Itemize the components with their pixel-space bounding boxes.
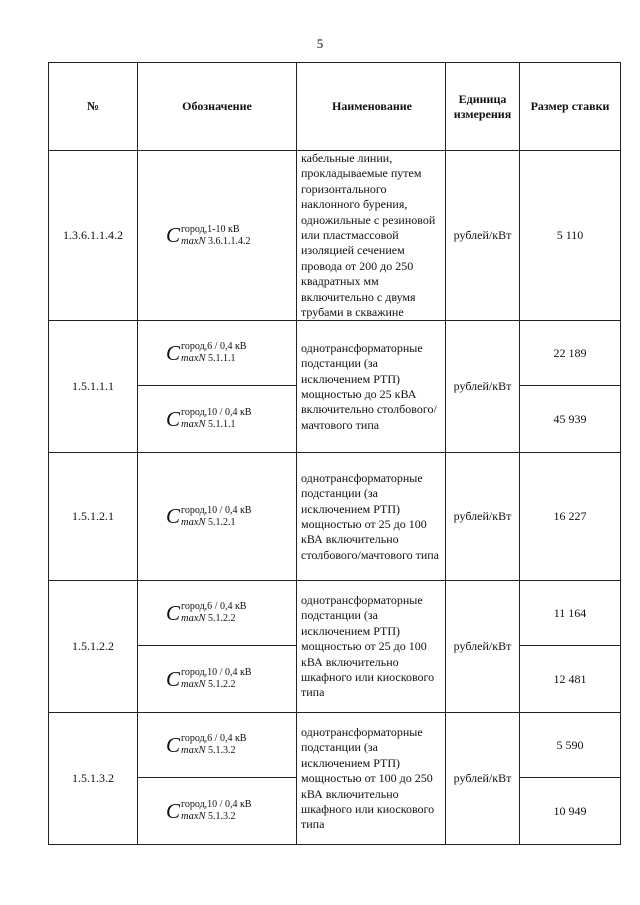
symbol-scripts [181, 224, 251, 248]
item-name: однотрансформаторные подстанции (за исключением РТП) мощностью от 25 до 100 кВА включительно столбового/мачтового типа [297, 453, 446, 581]
unit-of-measure: рублей/кВт [446, 713, 520, 845]
rate-symbol [166, 505, 251, 529]
symbol-scripts [181, 505, 251, 529]
rate-value: 22 189 [520, 321, 621, 386]
item-name: однотрансформаторные подстанции (за исключением РТП) мощностью до 25 кВА включительно столбового/мачтового типа [297, 321, 446, 453]
symbol-superscript: город,1-10 кВ [181, 223, 240, 235]
symbol-subscript [181, 811, 251, 823]
symbol-superscript: город,6 / 0,4 кВ [181, 341, 247, 353]
table-row [49, 321, 621, 386]
designation-cell [138, 646, 297, 713]
header-designation: Обозначение [138, 63, 297, 151]
symbol-subscript-code: 5.1.3.2 [208, 745, 236, 757]
designation-cell [138, 581, 297, 646]
rate-symbol [166, 341, 246, 365]
rate-value: 12 481 [520, 646, 621, 713]
rate-symbol [166, 224, 251, 248]
symbol-letter: C [166, 732, 181, 757]
symbol-subscript [181, 236, 251, 248]
symbol-subscript [181, 419, 251, 431]
designation-cell [138, 386, 297, 453]
row-number: 1.5.1.2.2 [49, 581, 138, 713]
symbol-superscript: город,10 / 0,4 кВ [181, 407, 252, 419]
rate-value: 16 227 [520, 453, 621, 581]
symbol-subscript [181, 745, 246, 757]
symbol-superscript: город,10 / 0,4 кВ [181, 504, 252, 516]
table-row [49, 151, 621, 321]
page-number: 5 [316, 36, 324, 51]
table-row [49, 453, 621, 581]
symbol-subscript-code: 5.1.2.2 [208, 613, 236, 625]
unit-of-measure: рублей/кВт [446, 321, 520, 453]
header-unit: Единица измерения [446, 63, 520, 151]
symbol-subscript-variable: maxN [181, 745, 206, 757]
table-row [49, 713, 621, 778]
rate-value: 5 590 [520, 713, 621, 778]
symbol-subscript-variable: maxN [181, 613, 206, 625]
symbol-subscript-variable: maxN [181, 419, 206, 431]
symbol-superscript: город,6 / 0,4 кВ [181, 601, 247, 613]
symbol-subscript [181, 517, 251, 529]
item-name: однотрансформаторные подстанции (за исключением РТП) мощностью от 100 до 250 кВА включительно шкафного или киоскового типа [297, 713, 446, 845]
table-row [49, 581, 621, 646]
rate-symbol [166, 601, 246, 625]
rate-value: 11 164 [520, 581, 621, 646]
symbol-superscript: город,10 / 0,4 кВ [181, 799, 252, 811]
designation-cell [138, 713, 297, 778]
symbol-letter: C [166, 223, 181, 248]
symbol-subscript-code: 5.1.3.2 [208, 811, 236, 823]
unit-of-measure: рублей/кВт [446, 151, 520, 321]
table-header-row [49, 63, 621, 151]
rate-symbol [166, 407, 251, 431]
symbol-scripts [181, 601, 246, 625]
designation-cell [138, 321, 297, 386]
symbol-subscript [181, 353, 246, 365]
symbol-letter: C [166, 600, 181, 625]
symbol-subscript-variable: maxN [181, 679, 206, 691]
item-name: кабельные линии, прокладываемые путем горизонтального наклонного бурения, одножильные с резиновой или пластмассовой изоляцией сечением провода от 200 до 250 квадратных мм включительно с двумя трубами в скважине [297, 151, 446, 321]
symbol-letter: C [166, 340, 181, 365]
symbol-subscript [181, 613, 246, 625]
rate-value: 45 939 [520, 386, 621, 453]
rate-symbol [166, 799, 251, 823]
symbol-scripts [181, 667, 251, 691]
row-number: 1.5.1.3.2 [49, 713, 138, 845]
symbol-letter: C [166, 504, 181, 529]
row-number: 1.5.1.2.1 [49, 453, 138, 581]
symbol-letter: C [166, 666, 181, 691]
symbol-scripts [181, 799, 251, 823]
symbol-scripts [181, 407, 251, 431]
header-number: № [49, 63, 138, 151]
designation-cell [138, 151, 297, 321]
symbol-subscript-code: 3.6.1.1.4.2 [208, 235, 251, 247]
header-name: Наименование [297, 63, 446, 151]
symbol-letter: C [166, 406, 181, 431]
symbol-subscript-variable: maxN [181, 235, 206, 247]
rate-value: 10 949 [520, 778, 621, 845]
unit-of-measure: рублей/кВт [446, 581, 520, 713]
row-number: 1.5.1.1.1 [49, 321, 138, 453]
symbol-subscript-code: 5.1.2.1 [208, 516, 236, 528]
row-number: 1.3.6.1.1.4.2 [49, 151, 138, 321]
symbol-subscript-code: 5.1.2.2 [208, 679, 236, 691]
item-name: однотрансформаторные подстанции (за исключением РТП) мощностью от 25 до 100 кВА включительно шкафного или киоскового типа [297, 581, 446, 713]
designation-cell [138, 778, 297, 845]
designation-cell [138, 453, 297, 581]
rate-symbol [166, 667, 251, 691]
symbol-subscript-variable: maxN [181, 811, 206, 823]
header-rate: Размер ставки [520, 63, 621, 151]
symbol-superscript: город,6 / 0,4 кВ [181, 733, 247, 745]
rate-symbol [166, 733, 246, 757]
rate-value: 5 110 [520, 151, 621, 321]
tariff-rates-table [48, 62, 621, 845]
symbol-letter: C [166, 798, 181, 823]
symbol-scripts [181, 733, 246, 757]
symbol-subscript-code: 5.1.1.1 [208, 353, 236, 365]
symbol-subscript-variable: maxN [181, 516, 206, 528]
symbol-superscript: город,10 / 0,4 кВ [181, 667, 252, 679]
symbol-subscript-variable: maxN [181, 353, 206, 365]
unit-of-measure: рублей/кВт [446, 453, 520, 581]
symbol-subscript [181, 679, 251, 691]
symbol-scripts [181, 341, 246, 365]
symbol-subscript-code: 5.1.1.1 [208, 419, 236, 431]
